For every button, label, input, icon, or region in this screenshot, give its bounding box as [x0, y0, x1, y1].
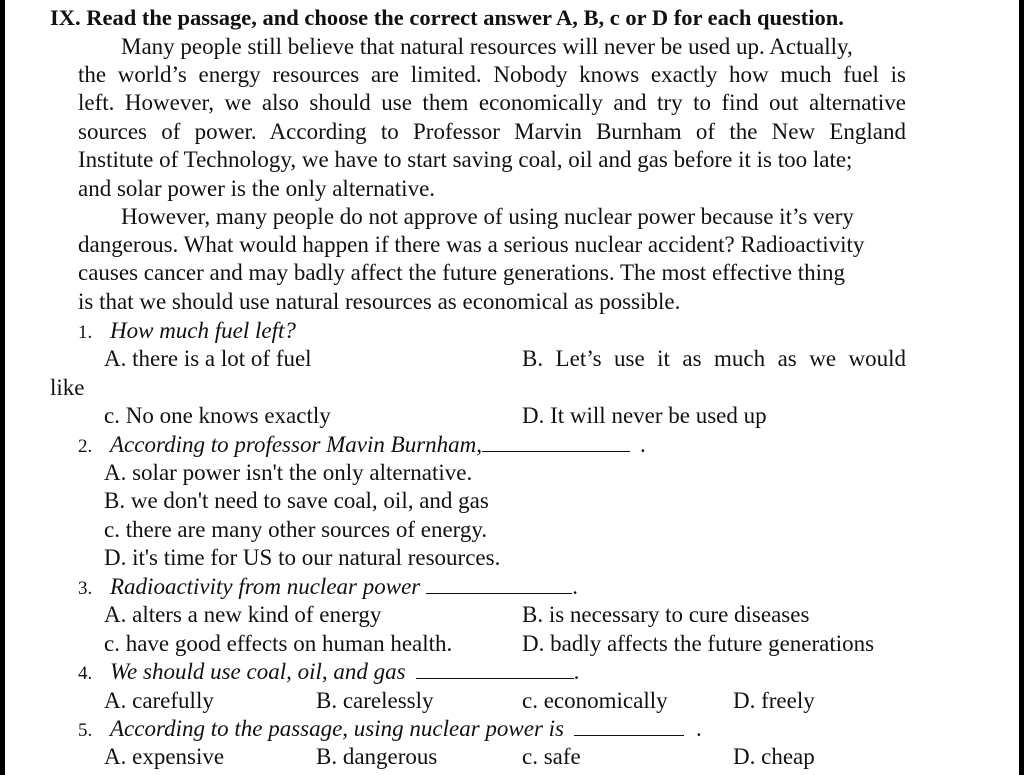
question-number: 5.	[78, 720, 93, 741]
option-b[interactable]: B. carelessly	[316, 688, 434, 713]
question-tail: .	[573, 659, 580, 684]
option-c[interactable]: c. safe	[522, 744, 581, 769]
section-heading: IX. Read the passage, and choose the correct answer A, B, c or D for each question.	[50, 5, 844, 30]
question-text: According to professor Mavin Burnham,	[110, 432, 483, 457]
option-c[interactable]: c. economically	[522, 688, 668, 713]
right-border	[1019, 0, 1024, 775]
passage-line: sources of power. According to Professor Marvin Burnham of the New England	[78, 119, 906, 144]
option-d[interactable]: D. badly affects the future generations	[522, 631, 875, 656]
passage-line: is that we should use natural resources as economical as possible.	[78, 289, 681, 314]
question-number: 4.	[78, 663, 93, 684]
option-a[interactable]: A. expensive	[104, 744, 225, 769]
passage-line: the world’s energy resources are limited. Nobody knows exactly how much fuel is	[78, 62, 906, 87]
question-stem	[78, 431, 646, 461]
answer-blank	[416, 658, 574, 679]
option-d[interactable]: D. cheap	[733, 744, 815, 769]
option-b[interactable]: B. dangerous	[316, 744, 438, 769]
question-text: We should use coal, oil, and gas	[110, 659, 406, 684]
option-c[interactable]: c. have good effects on human health.	[104, 631, 453, 656]
passage-line: and solar power is the only alternative.	[78, 176, 436, 201]
question-stem	[78, 573, 578, 603]
option-b[interactable]: B. we don't need to save coal, oil, and gas	[104, 488, 489, 513]
option-d[interactable]: D. it's time for US to our natural resources.	[104, 545, 501, 570]
passage-line: left. However, we also should use them economically and try to find out alternative	[78, 90, 906, 115]
option-a[interactable]: A. there is a lot of fuel	[104, 346, 312, 371]
question-text: Radioactivity from nuclear power	[110, 574, 421, 599]
question-text: According to the passage, using nuclear power is	[110, 716, 564, 741]
answer-blank	[574, 715, 684, 736]
question-number: 2.	[78, 436, 93, 457]
option-b[interactable]: B. is necessary to cure diseases	[522, 602, 810, 627]
passage-line: causes cancer and may badly affect the future generations. The most effective thing	[78, 260, 845, 285]
question-tail: .	[640, 432, 646, 457]
option-c[interactable]: c. there are many other sources of energy.	[104, 517, 488, 542]
option-b-wrap: like	[50, 375, 85, 400]
option-a[interactable]: A. solar power isn't the only alternative.	[104, 460, 473, 485]
passage-line: dangerous. What would happen if there was a serious nuclear accident? Radioactivity	[78, 232, 865, 257]
answer-blank	[426, 573, 572, 594]
option-a[interactable]: A. alters a new kind of energy	[104, 602, 382, 627]
question-tail: .	[696, 716, 702, 741]
option-a[interactable]: A. carefully	[104, 688, 214, 713]
question-number: 1.	[78, 322, 93, 343]
question-stem	[78, 658, 579, 688]
question-tail: .	[572, 574, 578, 599]
question-stem	[78, 715, 702, 745]
question-text: How much fuel left?	[110, 318, 296, 343]
option-d[interactable]: D. It will never be used up	[522, 403, 767, 428]
option-b[interactable]: B. Let’s use it as much as we would	[522, 346, 906, 371]
passage-line: Many people still believe that natural resources will never be used up. Actually,	[121, 34, 853, 59]
question-stem	[78, 317, 296, 347]
option-c[interactable]: c. No one knows exactly	[104, 403, 331, 428]
passage-line: Institute of Technology, we have to start saving coal, oil and gas before it is too late;	[78, 147, 853, 172]
answer-blank	[482, 431, 630, 452]
option-d[interactable]: D. freely	[733, 688, 815, 713]
passage-line: However, many people do not approve of using nuclear power because it’s very	[121, 204, 854, 229]
left-border	[0, 0, 5, 775]
question-number: 3.	[78, 578, 93, 599]
